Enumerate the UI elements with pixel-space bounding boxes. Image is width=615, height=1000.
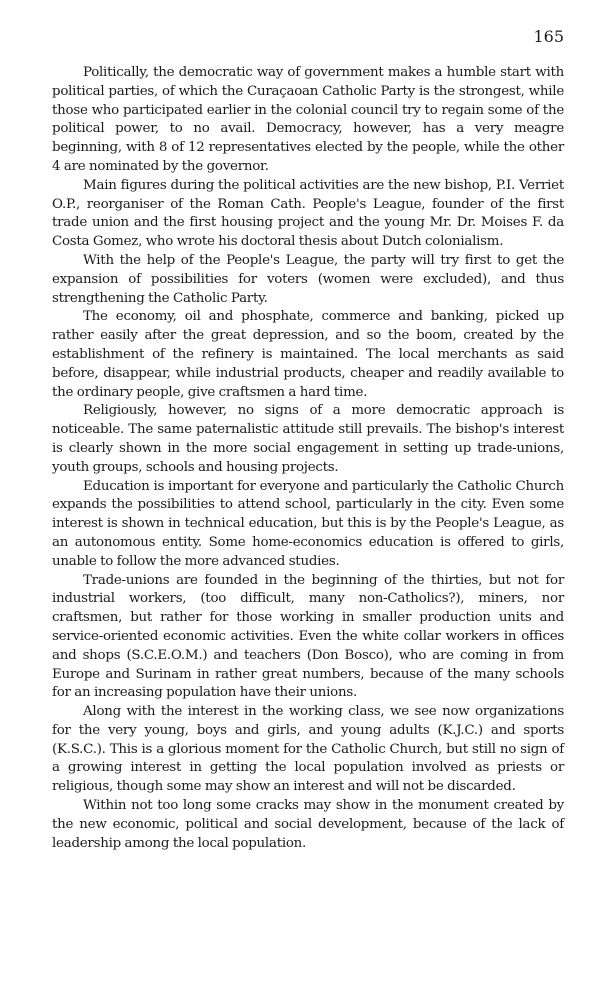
paragraph-main-figures: Main figures during the political activities are the new bishop, P.I. Verriet O.P., reorganiser of the Roman Cath. People's League, founder of the first trade union and the first housing project and the young Mr. Dr. Moises F. da Costa Gomez, who wrote his doctoral thesis about Dutch colonialism. bbox=[52, 177, 564, 250]
paragraph-politics: Politically, the democratic way of government makes a humble start with political parties, of which the Curaçaoan Catholic Party is the strongest, while those who participated earlier in the colonial council try to regain some of the political power, to no avail. Democracy, however, has a very meagre beginning, with 8 of 12 representatives elected by the people, while the other 4 are nominated by the governor. bbox=[52, 65, 564, 174]
paragraph-peoples-league: With the help of the People's League, the party will try first to get the expansion of possibilities for voters (women were excluded), and thus strengthening the Catholic Party. bbox=[52, 252, 564, 306]
paragraph-religion: Religiously, however, no signs of a more democratic approach is noticeable. The same paternalistic attitude still prevails. The bishop's interest is clearly shown in the more social engagement in setting up trade-unions, youth groups, schools and housing projects. bbox=[52, 403, 564, 475]
page-number: 165 bbox=[533, 27, 564, 46]
paragraph-trade-unions: Trade-unions are founded in the beginning of the thirties, but not for industrial workers, (too difficult, many non-Catholics?), miners, nor craftsmen, but rather for those working in smaller production units and service-oriented economic activities. Even the white collar workers in offices and shops (S.C.E.O.M.) and teachers (Don Bosco), who are coming in from Europe and Surinam in rather great numbers, because of the many schools for an increasing population have their unions. bbox=[52, 572, 564, 701]
paragraph-conclusion: Within not too long some cracks may show in the monument created by the new economic, political and social development, because of the lack of leadership among the local population. bbox=[52, 798, 564, 851]
paragraph-education: Education is important for everyone and particularly the Catholic Church expands the possibilities to attend school, particularly in the city. Even some interest is shown in technical education, but this is by the People's League, as an autonomous entity. Some home-economics education is offered to girls, unable to follow the more advanced studies. bbox=[52, 478, 564, 569]
paragraph-organizations: Along with the interest in the working class, we see now organizations for the very young, boys and girls, and young adults (K.J.C.) and sports (K.S.C.). This is a glorious moment for the Catholic Church, but still no sign of a growing interest in getting the local population involved as priests or religious, though some may show an interest and will not be discarded. bbox=[52, 704, 564, 795]
body-text bbox=[52, 64, 564, 853]
paragraph-economy: The economy, oil and phosphate, commerce and banking, picked up rather easily after the great depression, and so the boom, created by the establishment of the refinery is maintained. The local merchants as said before, disappear, while industrial products, cheaper and readily available to the ordinary people, give craftsmen a hard time. bbox=[52, 309, 564, 400]
